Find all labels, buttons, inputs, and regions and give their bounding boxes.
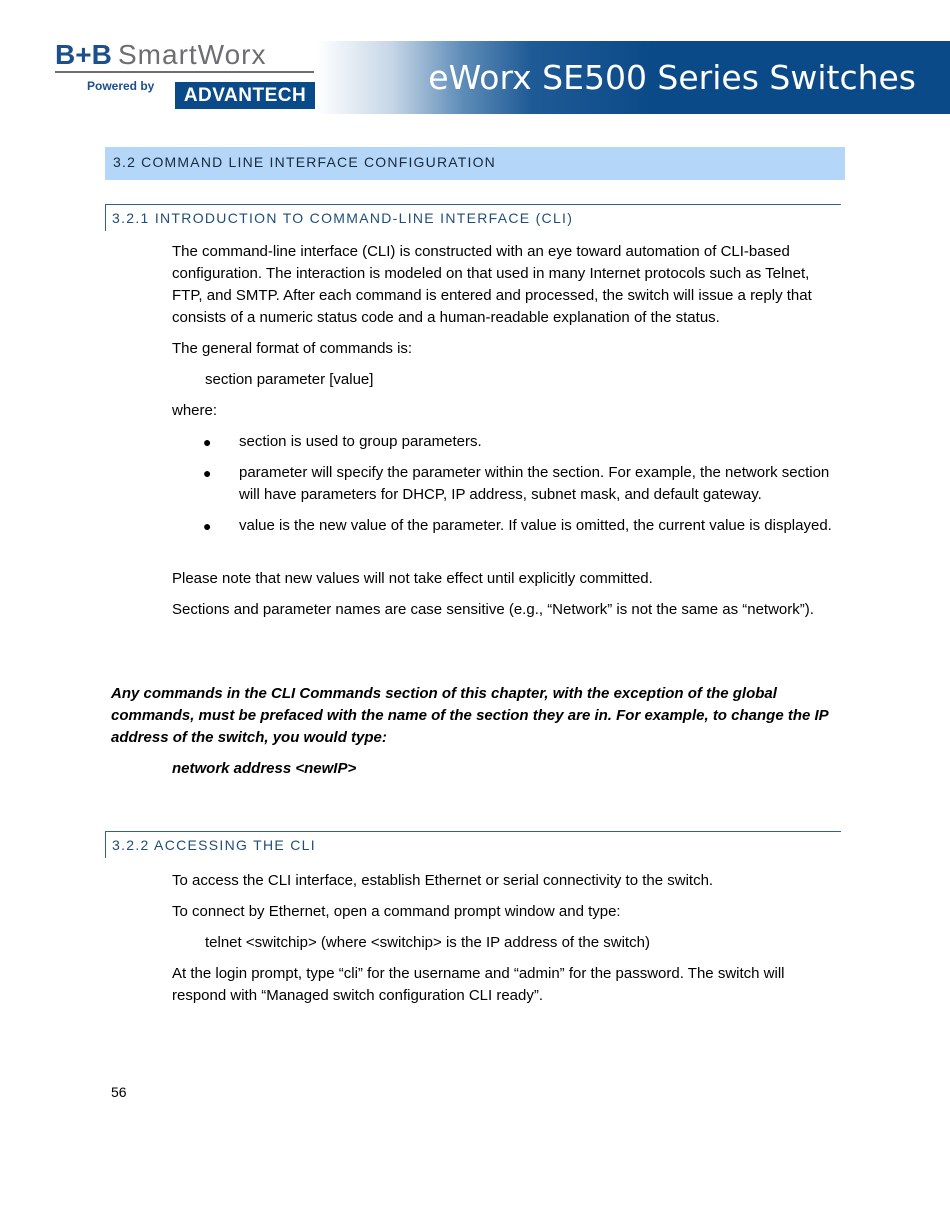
bullet-item-value: value is the new value of the parameter. If value is omitted, the current value is displayed. [239, 517, 832, 534]
format-intro: The general format of commands is: [172, 340, 413, 357]
document-title: eWorx SE500 Series Switches [428, 58, 916, 97]
ethernet-paragraph: To connect by Ethernet, open a command prompt window and type: [172, 903, 621, 920]
subsection-heading-access [105, 831, 841, 858]
where-label: where: [172, 402, 218, 419]
section-heading-text: 3.2 COMMAND LINE INTERFACE CONFIGURATION [113, 154, 496, 170]
advantech-logo: ADVANTECH [175, 82, 315, 109]
powered-by-label: Powered by [87, 79, 155, 93]
intro-paragraph: The command-line interface (CLI) is constructed with an eye toward automation of CLI-based configuration. The interaction is modeled on that used in many Internet protocols such as Telnet, FTP, and SMTP. After each command is entered and processed, the switch will issue a reply that consists of a numeric status code and a human-readable explanation of the status. [172, 243, 812, 326]
section-prefix-note: Any commands in the CLI Commands section of this chapter, with the exception of the global commands, must be prefaced with the name of the section they are in. For example, to change the IP address of the switch, you would type: [111, 685, 829, 746]
bullet-icon: ● [203, 518, 212, 534]
commit-note: Please note that new values will not take effect until explicitly committed. [172, 570, 653, 587]
subsection-heading-intro [105, 204, 841, 231]
telnet-command: telnet <switchip> (where <switchip> is the IP address of the switch) [205, 934, 650, 951]
command-format: section parameter [value] [205, 371, 374, 388]
case-sensitivity-note: Sections and parameter names are case sensitive (e.g., “Network” is not the same as “network”). [172, 601, 814, 618]
bullet-icon: ● [203, 434, 212, 450]
bullet-item-section: section is used to group parameters. [239, 433, 482, 450]
subsection-heading-access-text: 3.2.2 ACCESSING THE CLI [112, 837, 316, 853]
bullet-item-parameter: parameter will specify the parameter within the section. For example, the network section will have parameters for DHCP, IP address, subnet mask, and default gateway. [239, 464, 830, 503]
page-number: 56 [111, 1084, 127, 1100]
access-paragraph: To access the CLI interface, establish Ethernet or serial connectivity to the switch. [172, 872, 714, 889]
smartworx-logo-text: SmartWorx [118, 39, 267, 70]
login-paragraph: At the login prompt, type “cli” for the username and “admin” for the password. The switch will respond with “Managed switch configuration CLI ready”. [172, 965, 785, 1004]
bullet-icon: ● [203, 465, 212, 481]
subsection-heading-intro-text: 3.2.1 INTRODUCTION TO COMMAND-LINE INTERFACE (CLI) [112, 210, 574, 226]
bb-logo-mark: B+B [55, 39, 112, 70]
section-heading [105, 147, 845, 180]
logo-divider [55, 71, 314, 73]
example-command: network address <newIP> [172, 760, 357, 777]
